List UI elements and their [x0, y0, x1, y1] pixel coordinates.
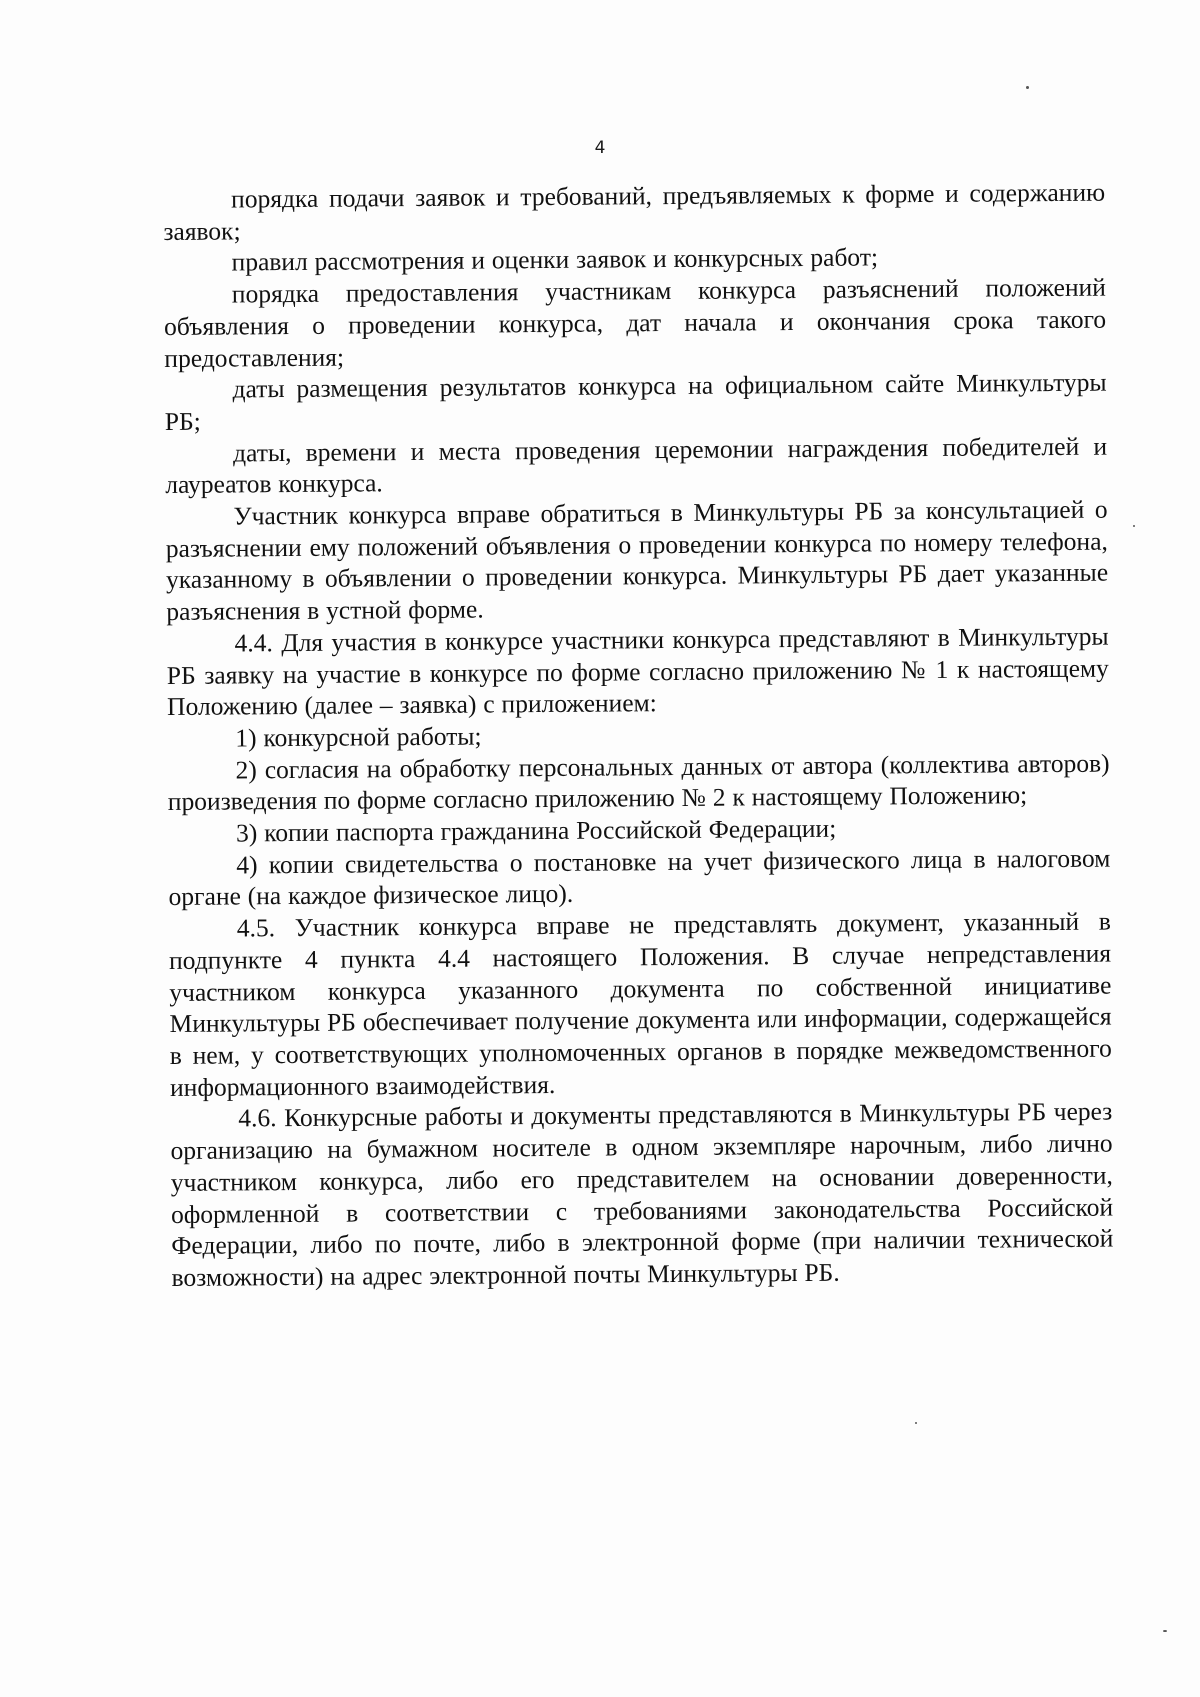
- paragraph: Участник конкурса вправе обратиться в Минкультуры РБ за консультацией о разъяснении ему положений объявления о проведении конкурса по номеру телефона, указанному в объявлении о проведении конкурса. Минкультуры РБ дает указанные разъяснения в устной форме.: [165, 494, 1109, 627]
- paragraph: даты размещения результатов конкурса на официальном сайте Минкультуры РБ;: [164, 367, 1107, 436]
- scan-speck: [915, 1422, 917, 1424]
- paragraph: 4.4. Для участия в конкурсе участники конкурса представляют в Минкультуры РБ заявку на участие в конкурсе по форме согласно приложению № 1 к настоящему Положению (далее – заявка) с приложением:: [166, 621, 1109, 722]
- paragraph: 4) копии свидетельства о постановке на учет физического лица в налоговом органе (на каждое физическое лицо).: [168, 843, 1111, 912]
- paragraph: 4.6. Конкурсные работы и документы представляются в Минкультуры РБ через организацию на бумажном носителе в одном экземпляре нарочным, либо лично участником конкурса, либо его представителем на основании доверенности, оформленной в соответствии с требованиями законодательства Российской Федерации, либо по почте, либо в электронной форме (при наличии технической возможности) на адрес электронной почты Минкультуры РБ.: [170, 1096, 1114, 1292]
- paragraph: порядка предоставления участникам конкурса разъяснений положений объявления о проведении конкурса, дат начала и окончания срока такого предоставления;: [164, 272, 1107, 373]
- paragraph: даты, времени и места проведения церемонии награждения победителей и лауреатов конкурса.: [165, 431, 1108, 500]
- paragraph: правил рассмотрения и оценки заявок и конкурсных работ;: [231, 242, 879, 277]
- paragraph: 3) копии паспорта гражданина Российской Федерации;: [235, 813, 837, 848]
- scan-speck: [1133, 525, 1135, 527]
- document-body: [163, 177, 1114, 1294]
- paragraph: 2) согласия на обработку персональных данных от автора (коллектива авторов) произведения по форме согласно приложению № 2 к настоящему Положению;: [167, 748, 1110, 817]
- scan-speck: [1163, 1630, 1167, 1632]
- page-number: 4: [594, 138, 606, 158]
- scan-speck: [1026, 86, 1029, 89]
- paragraph: порядка подачи заявок и требований, предъявляемых к форме и содержанию заявок;: [163, 177, 1106, 246]
- paragraph: 4.5. Участник конкурса вправе не представлять документ, указанный в подпункте 4 пункта 4.4 настоящего Положения. В случае непредставления участником конкурса указанного документа по собственной инициативе Минкультуры РБ обеспечивает получение документа или информации, содержащейся в нем, у соответствующих уполномоченных органов в порядке межведомственного информационного взаимодействия.: [168, 906, 1112, 1102]
- paragraph: 1) конкурсной работы;: [235, 721, 482, 753]
